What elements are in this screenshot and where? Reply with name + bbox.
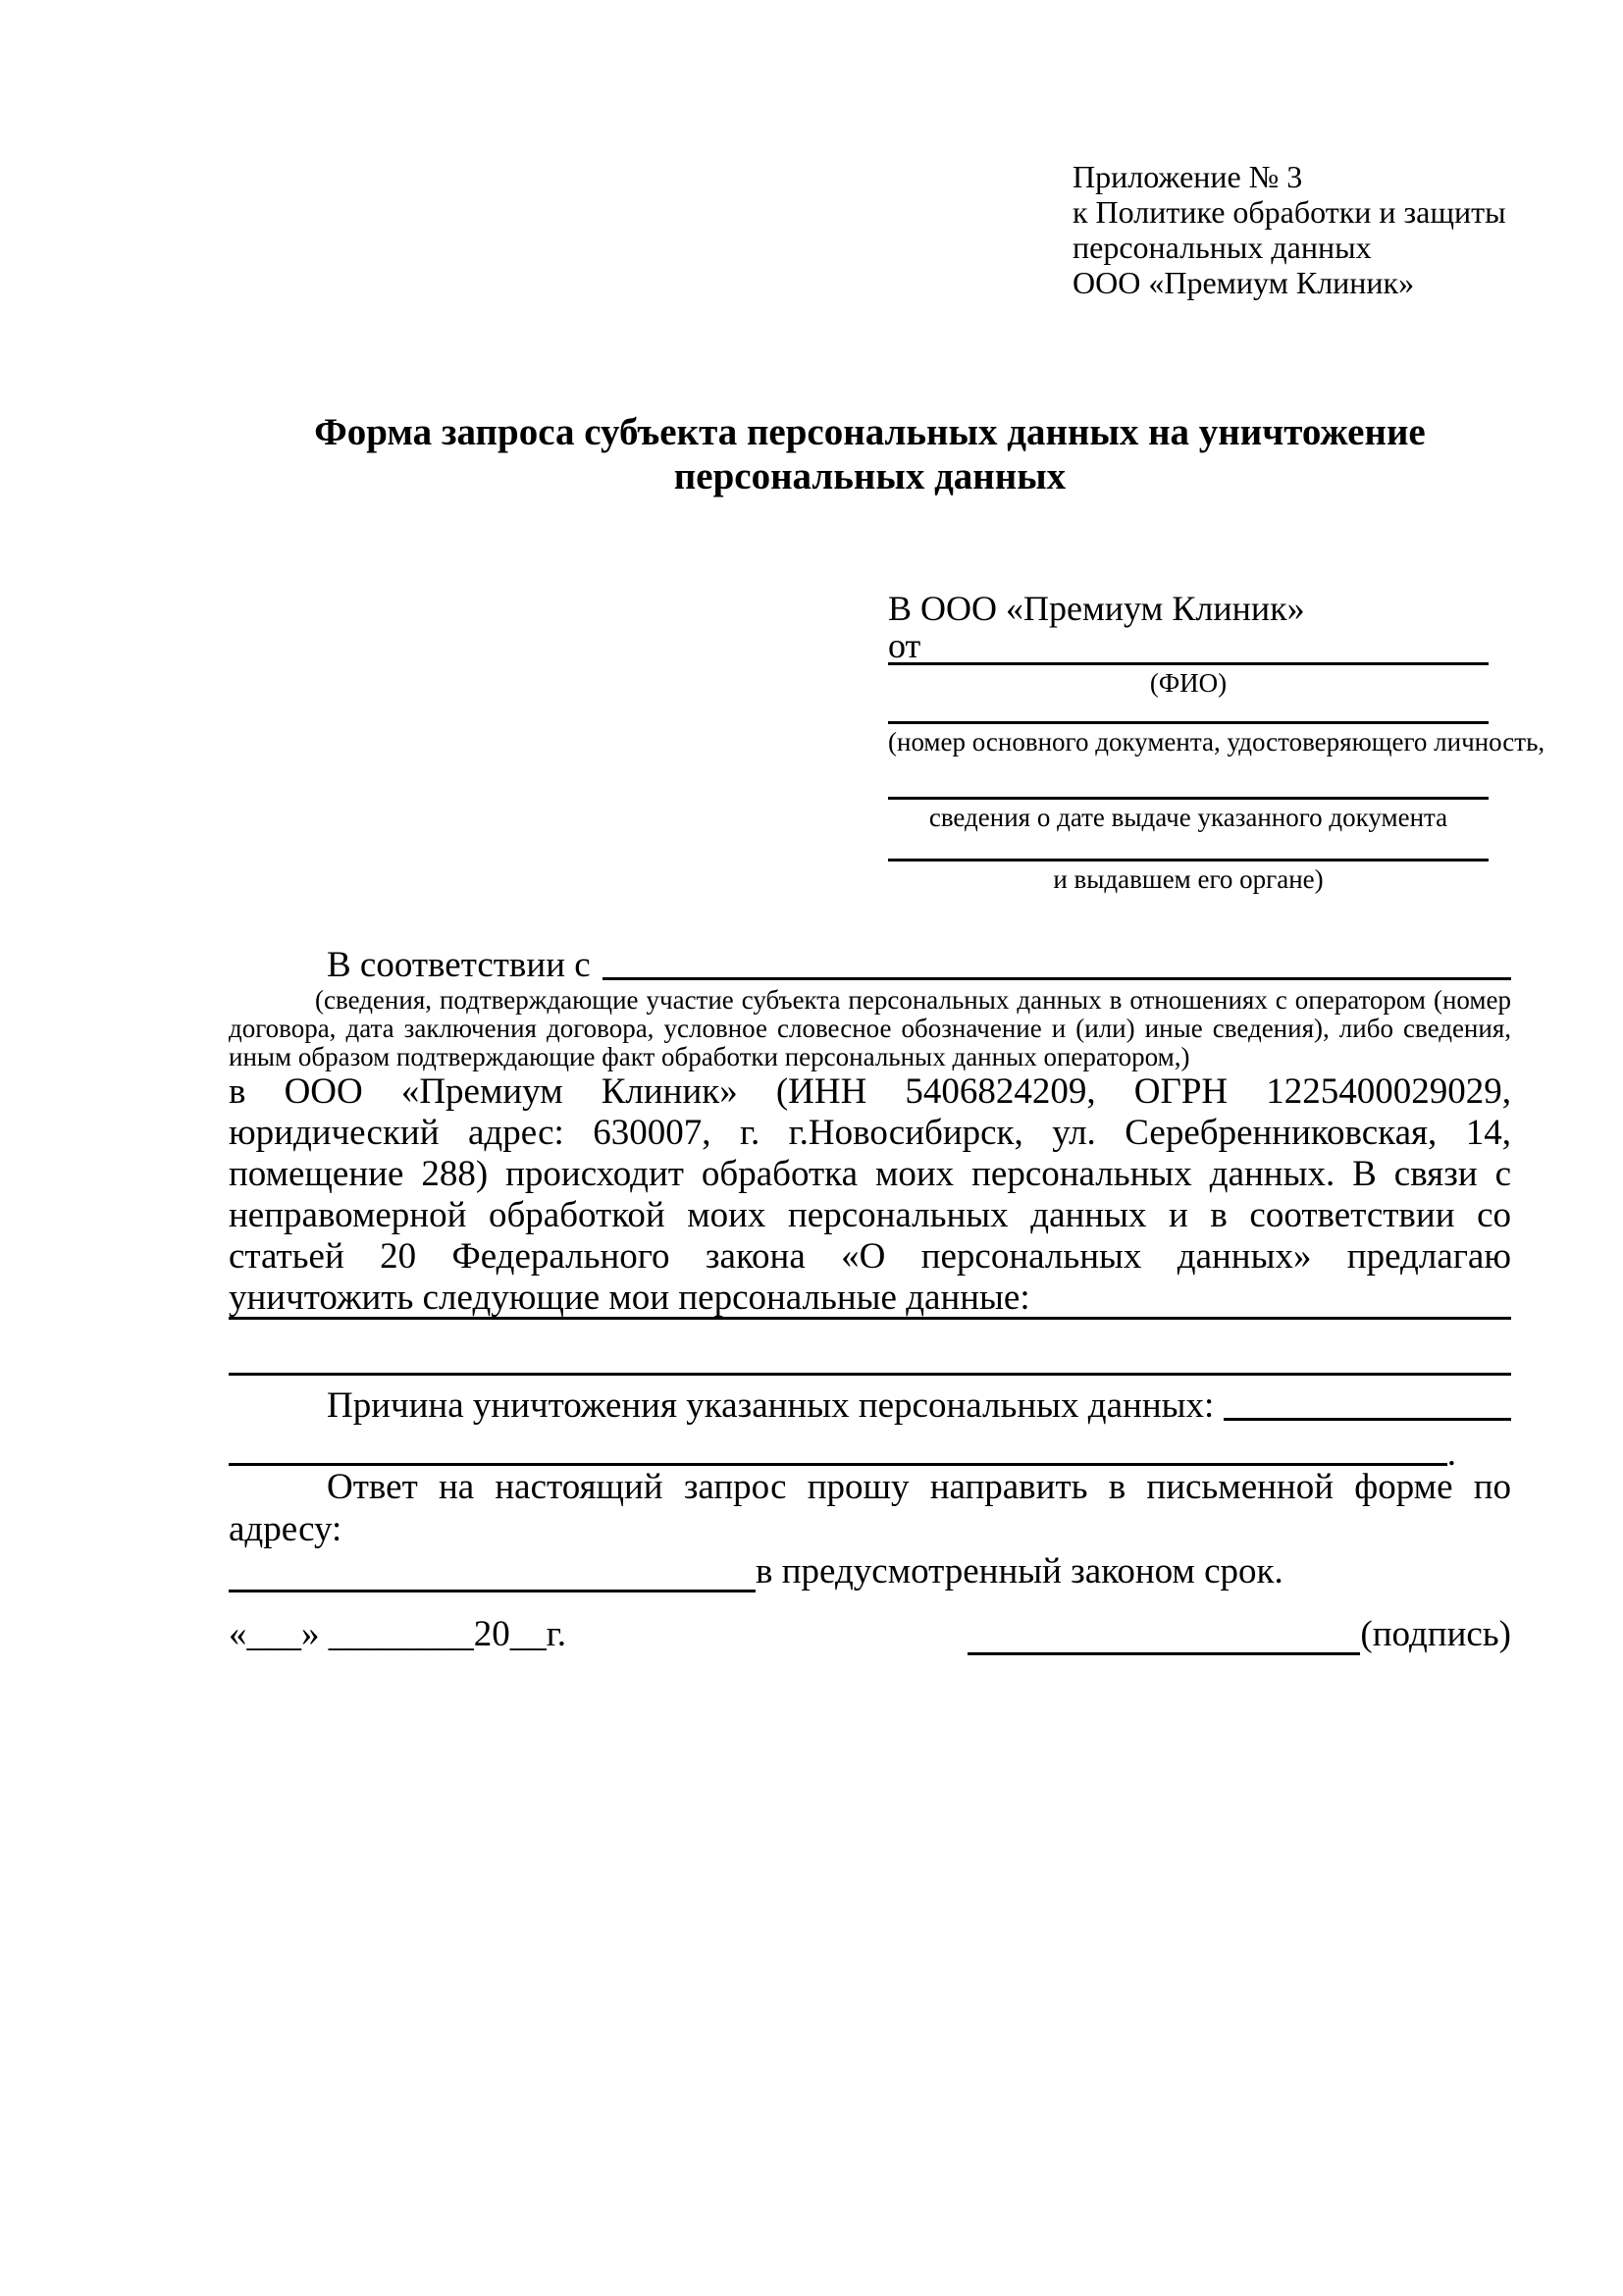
main-paragraph: в ООО «Премиум Клиник» (ИНН 5406824209, ОГРН 1225400029029, юридический адрес: 630007, г. г.Новосибирск, ул. Серебренниковская, 14, помещение 288) происходит обработка моих персональных данных. В связи с неправомерной обработкой моих персональных данных и в соответствии со статьей 20 Федерального закона «О персональных данных» предлагаю уничтожить следующие мои персональные данные: (229, 1071, 1511, 1318)
addressee-to: В ООО «Премиум Клиник» (888, 589, 1305, 628)
response-suffix: в предусмотренный законом срок. (756, 1551, 1283, 1592)
signature-caption: (подпись) (1360, 1614, 1511, 1654)
addressee-from-label: от (888, 626, 921, 665)
document-number-caption: (номер основного документа, удостоверяющего личность, (888, 727, 1545, 757)
appendix-header-line-1: Приложение № 3 (1073, 159, 1303, 194)
reason-field-line-2[interactable] (229, 1442, 1447, 1466)
date-field[interactable]: «___» ________20__г. (229, 1614, 567, 1654)
issuing-authority-caption: и выдавшем его органе) (1053, 864, 1324, 894)
accordance-footnote: (сведения, подтверждающие участие субъекта персональных данных в отношениях с оператором (номер договора, дата заключения договора, условное словесное обозначение и (или) иные сведения), либо сведения, иным образом подтверждающие факт обработки персональных данных оператором,) (229, 985, 1511, 1071)
reason-field-line-1[interactable] (1224, 1385, 1511, 1427)
accordance-field-line[interactable] (602, 945, 1511, 986)
appendix-header-line-2: к Политике обработки и защиты (1073, 194, 1506, 230)
appendix-header (1073, 159, 1511, 300)
page-title: Форма запроса субъекта персональных данных на уничтожение персональных данных (314, 411, 1426, 497)
response-address-row (229, 1550, 1511, 1592)
signature-date-row (229, 1614, 1511, 1655)
addressee-block (888, 589, 1545, 895)
issue-date-caption: сведения о дате выдаче указанного документа (928, 803, 1448, 832)
reason-label: Причина уничтожения указанных персональных данных: (327, 1385, 1215, 1426)
signature-field-line[interactable] (968, 1620, 1360, 1655)
accordance-label: В соответствии с (327, 945, 591, 985)
appendix-header-line-3: персональных данных (1073, 230, 1372, 265)
personal-data-field-line-2[interactable] (229, 1373, 1511, 1376)
fio-caption: (ФИО) (1149, 668, 1228, 698)
reason-terminator: . (1446, 1434, 1456, 1474)
signature-area (968, 1614, 1511, 1655)
appendix-header-line-4: ООО «Премиум Клиник» (1073, 265, 1415, 300)
reason-end-row (229, 1434, 1511, 1474)
accordance-row (229, 945, 1511, 986)
document-content (0, 159, 1623, 1655)
response-request: Ответ на настоящий запрос прошу направить в письменной форме по адресу: (229, 1467, 1511, 1549)
response-address-field-line[interactable] (229, 1556, 756, 1592)
reason-row (229, 1385, 1511, 1427)
